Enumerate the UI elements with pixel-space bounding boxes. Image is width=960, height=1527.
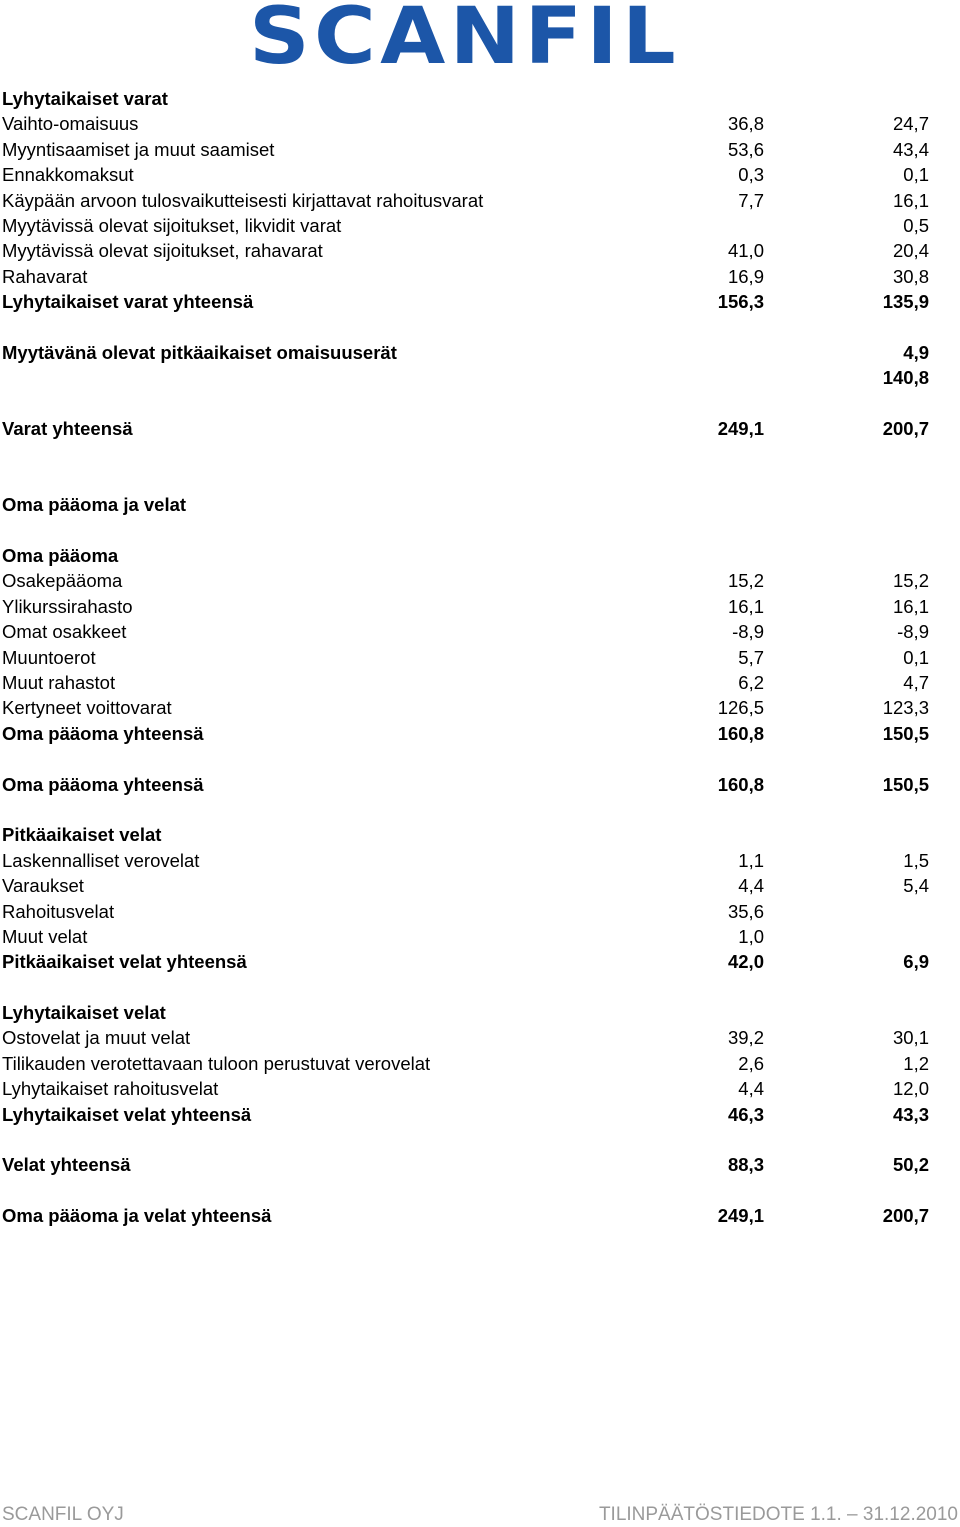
table-row: [0, 162, 960, 187]
table-row: [0, 188, 960, 213]
table-row: [0, 264, 960, 289]
row-label: Pitkäaikaiset velat: [2, 824, 162, 846]
value-2009: 140,8: [882, 367, 929, 389]
table-row: [0, 1000, 960, 1025]
row-label: Varaukset: [2, 875, 84, 897]
table-row: [0, 899, 960, 924]
table-row: [0, 416, 960, 441]
value-2010: 41,0: [727, 240, 764, 262]
value-2010: 36,8: [727, 113, 764, 135]
value-2010: 35,6: [727, 900, 764, 922]
row-label: Kertyneet voittovarat: [2, 697, 172, 719]
spacer-row: [0, 441, 960, 466]
footer-document-title: TILINPÄÄTÖSTIEDOTE 1.1. – 31.12.2010: [598, 1504, 958, 1525]
spacer-row: [0, 315, 960, 340]
value-2010: 42,0: [727, 951, 764, 973]
row-label: Lyhytaikaiset velat yhteensä: [2, 1103, 252, 1125]
row-label: Oma pääoma ja velat: [2, 494, 187, 516]
spacer-row: [0, 1178, 960, 1203]
value-2009: 200,7: [882, 418, 929, 440]
row-label: Lyhytaikaiset varat: [2, 88, 168, 109]
value-2010: 160,8: [717, 722, 764, 744]
value-2010: 2,6: [738, 1052, 764, 1074]
value-2010: 156,3: [717, 291, 764, 313]
value-2010: 1,0: [738, 925, 764, 947]
value-2009: 4,7: [903, 671, 929, 693]
value-2009: 12,0: [892, 1078, 929, 1100]
value-2009: 43,3: [892, 1103, 929, 1125]
table-row: [0, 873, 960, 898]
spacer-row: [0, 391, 960, 416]
table-row: [0, 949, 960, 974]
row-label: Laskennalliset verovelat: [2, 849, 200, 871]
value-2009: 16,1: [892, 595, 929, 617]
row-label: Tilikauden verotettavaan tuloon perustuvat verovelat: [2, 1052, 431, 1074]
spacer-row: [0, 518, 960, 543]
value-2010: 88,3: [727, 1154, 764, 1176]
table-row: [0, 645, 960, 670]
value-2009: 4,9: [903, 341, 929, 363]
value-2010: 1,1: [738, 849, 764, 871]
value-2009: 0,1: [903, 164, 929, 186]
table-row: [0, 924, 960, 949]
table-row: [0, 1051, 960, 1076]
value-2009: 0,5: [903, 214, 929, 236]
row-label: Rahavarat: [2, 265, 88, 287]
table-row: [0, 594, 960, 619]
spacer-row: [0, 975, 960, 1000]
value-2009: 15,2: [892, 570, 929, 592]
row-label: Muut rahastot: [2, 671, 116, 693]
row-label: Ylikurssirahasto: [2, 595, 133, 617]
row-label: Käypään arvoon tulosvaikutteisesti kirjattavat rahoitusvarat: [2, 189, 484, 211]
value-2010: 4,4: [738, 1078, 764, 1100]
balance-sheet-table: [0, 86, 960, 1229]
row-label: Oma pääoma yhteensä: [2, 773, 204, 795]
row-label: Oma pääoma: [2, 545, 119, 567]
table-row: [0, 1203, 960, 1228]
row-label: Lyhytaikaiset varat yhteensä: [2, 291, 254, 313]
spacer-row: [0, 467, 960, 492]
spacer-row: [0, 797, 960, 822]
table-row: [0, 568, 960, 593]
value-2010: -8,9: [732, 621, 764, 643]
value-2009: 20,4: [892, 240, 929, 262]
value-2009: 30,1: [892, 1027, 929, 1049]
value-2010: 5,7: [738, 646, 764, 668]
value-2009: 0,1: [903, 646, 929, 668]
row-label: Rahoitusvelat: [2, 900, 115, 922]
value-2009: 24,7: [892, 113, 929, 135]
table-row: [0, 365, 960, 390]
logo-text: SCANFIL: [249, 0, 681, 82]
table-row: [0, 289, 960, 314]
row-label: Oma pääoma ja velat yhteensä: [2, 1205, 272, 1227]
value-2010: 249,1: [717, 1205, 764, 1227]
value-2010: 39,2: [727, 1027, 764, 1049]
row-label: Pitkäaikaiset velat yhteensä: [2, 951, 247, 973]
table-row: [0, 822, 960, 847]
value-2010: 160,8: [717, 773, 764, 795]
table-row: [0, 721, 960, 746]
value-2009: 123,3: [882, 697, 929, 719]
table-row: [0, 1025, 960, 1050]
value-2010: 15,2: [727, 570, 764, 592]
page-footer: [0, 1503, 960, 1527]
value-2010: 16,1: [727, 595, 764, 617]
row-label: Myytävänä olevat pitkäaikaiset omaisuuserät: [2, 341, 397, 363]
value-2010: 0,3: [738, 164, 764, 186]
row-label: Myytävissä olevat sijoitukset, likvidit varat: [2, 214, 342, 236]
table-row: [0, 848, 960, 873]
row-label: Vaihto-omaisuus: [2, 113, 139, 135]
row-label: Velat yhteensä: [2, 1154, 131, 1176]
value-2010: 6,2: [738, 671, 764, 693]
table-row: [0, 1076, 960, 1101]
value-2009: 150,5: [882, 773, 929, 795]
value-2010: 249,1: [717, 418, 764, 440]
value-2010: 46,3: [727, 1103, 764, 1125]
row-label: Oma pääoma yhteensä: [2, 722, 204, 744]
value-2009: 5,4: [903, 875, 929, 897]
table-row: [0, 543, 960, 568]
table-row: [0, 86, 960, 111]
value-2009: 43,4: [892, 138, 929, 160]
table-row: [0, 213, 960, 238]
row-label: Lyhytaikaiset velat: [2, 1002, 166, 1024]
value-2009: 6,9: [903, 951, 929, 973]
row-label: Lyhytaikaiset rahoitusvelat: [2, 1078, 219, 1100]
spacer-row: [0, 746, 960, 771]
row-label: Ostovelat ja muut velat: [2, 1027, 191, 1049]
footer-company: SCANFIL OYJ: [2, 1504, 124, 1525]
row-label: Muut velat: [2, 925, 88, 947]
value-2009: 1,2: [903, 1052, 929, 1074]
table-row: [0, 238, 960, 263]
value-2009: -8,9: [897, 621, 929, 643]
table-row: [0, 1152, 960, 1177]
row-label: Muuntoerot: [2, 646, 96, 668]
table-row: [0, 619, 960, 644]
value-2009: 135,9: [882, 291, 929, 313]
value-2009: 150,5: [882, 722, 929, 744]
table-row: [0, 111, 960, 136]
row-label: Osakepääoma: [2, 570, 123, 592]
row-label: Varat yhteensä: [2, 418, 133, 440]
table-row: [0, 670, 960, 695]
value-2009: 50,2: [892, 1154, 929, 1176]
table-row: [0, 695, 960, 720]
value-2009: 200,7: [882, 1205, 929, 1227]
company-logo: [218, 0, 712, 82]
table-row: [0, 137, 960, 162]
spacer-row: [0, 1127, 960, 1152]
value-2010: 53,6: [727, 138, 764, 160]
table-row: [0, 772, 960, 797]
value-2010: 7,7: [738, 189, 764, 211]
value-2009: 1,5: [903, 849, 929, 871]
row-label: Omat osakkeet: [2, 621, 127, 643]
table-row: [0, 340, 960, 365]
row-label: Myytävissä olevat sijoitukset, rahavarat: [2, 240, 323, 262]
value-2009: 16,1: [892, 189, 929, 211]
value-2010: 126,5: [717, 697, 764, 719]
value-2010: 4,4: [738, 875, 764, 897]
table-row: [0, 492, 960, 517]
row-label: Myyntisaamiset ja muut saamiset: [2, 138, 275, 160]
row-label: Ennakkomaksut: [2, 164, 134, 186]
value-2009: 30,8: [892, 265, 929, 287]
table-row: [0, 1102, 960, 1127]
value-2010: 16,9: [727, 265, 764, 287]
